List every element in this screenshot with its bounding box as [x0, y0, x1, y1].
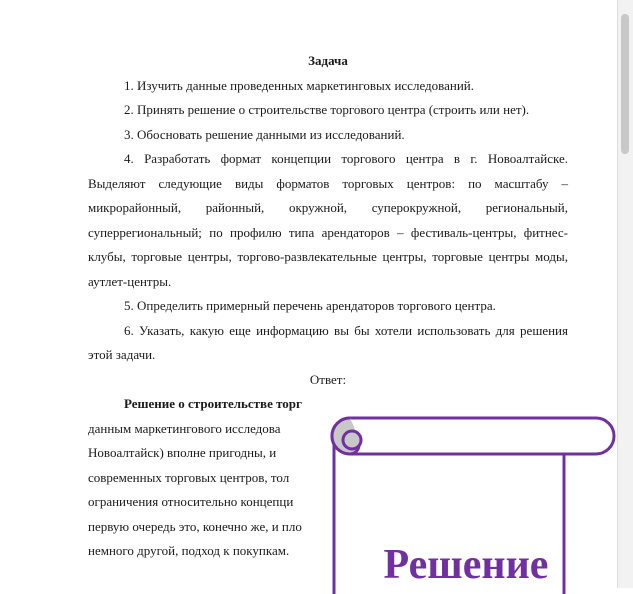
scroll-banner — [328, 414, 618, 594]
answer-label: Ответ: — [309, 371, 347, 387]
task-item-1: 1. Изучить данные проведенных маркетинговых исследований. — [124, 77, 475, 93]
task-item-4: 4. Разработать формат концепции торгового центра в г. Новоалтайске. Выделяют следующие виды форматов торговых центров: по масштабу – микрорайонный, районный, окружной, суперокружной, региональный, суперрегиональный; по профилю типа арендаторов – фестиваль-центры, фитнес-клубы, торговые центры, торгово-развлекательные центры, торговые центры моды, аутлет-центры. — [88, 151, 568, 289]
scroll-banner-text: Решение — [383, 542, 549, 588]
scrollbar-thumb[interactable] — [621, 14, 629, 154]
page-title: Задача — [308, 53, 348, 68]
answer-line-3: современных торговых центров, тол — [88, 469, 290, 485]
answer-lead-text: Решение о строительстве торг — [124, 396, 302, 411]
task-item-5: 5. Определить примерный перечень арендаторов торгового центра. — [124, 298, 496, 313]
answer-lead — [88, 392, 568, 417]
task-item-2: 2. Принять решение о строительстве торгового центра (строить или нет). — [124, 102, 530, 117]
answer-line-2: Новоалтайск) вполне пригодны, и — [88, 445, 277, 460]
answer-line-6: немного другой, подход к покупкам. — [88, 543, 290, 558]
answer-line-4: ограничения относительно концепци — [88, 494, 294, 509]
task-item-3: 3. Обосновать решение данными из исследований. — [124, 126, 405, 142]
answer-line-5: первую очередь это, конечно же, и пло — [88, 518, 302, 534]
vertical-scrollbar[interactable] — [617, 0, 633, 588]
task-item-6: 6. Указать, какую еще информацию вы бы хотели использовать для решения этой задачи. — [88, 322, 568, 362]
answer-line-1: данным маркетингового исследова — [88, 420, 281, 436]
